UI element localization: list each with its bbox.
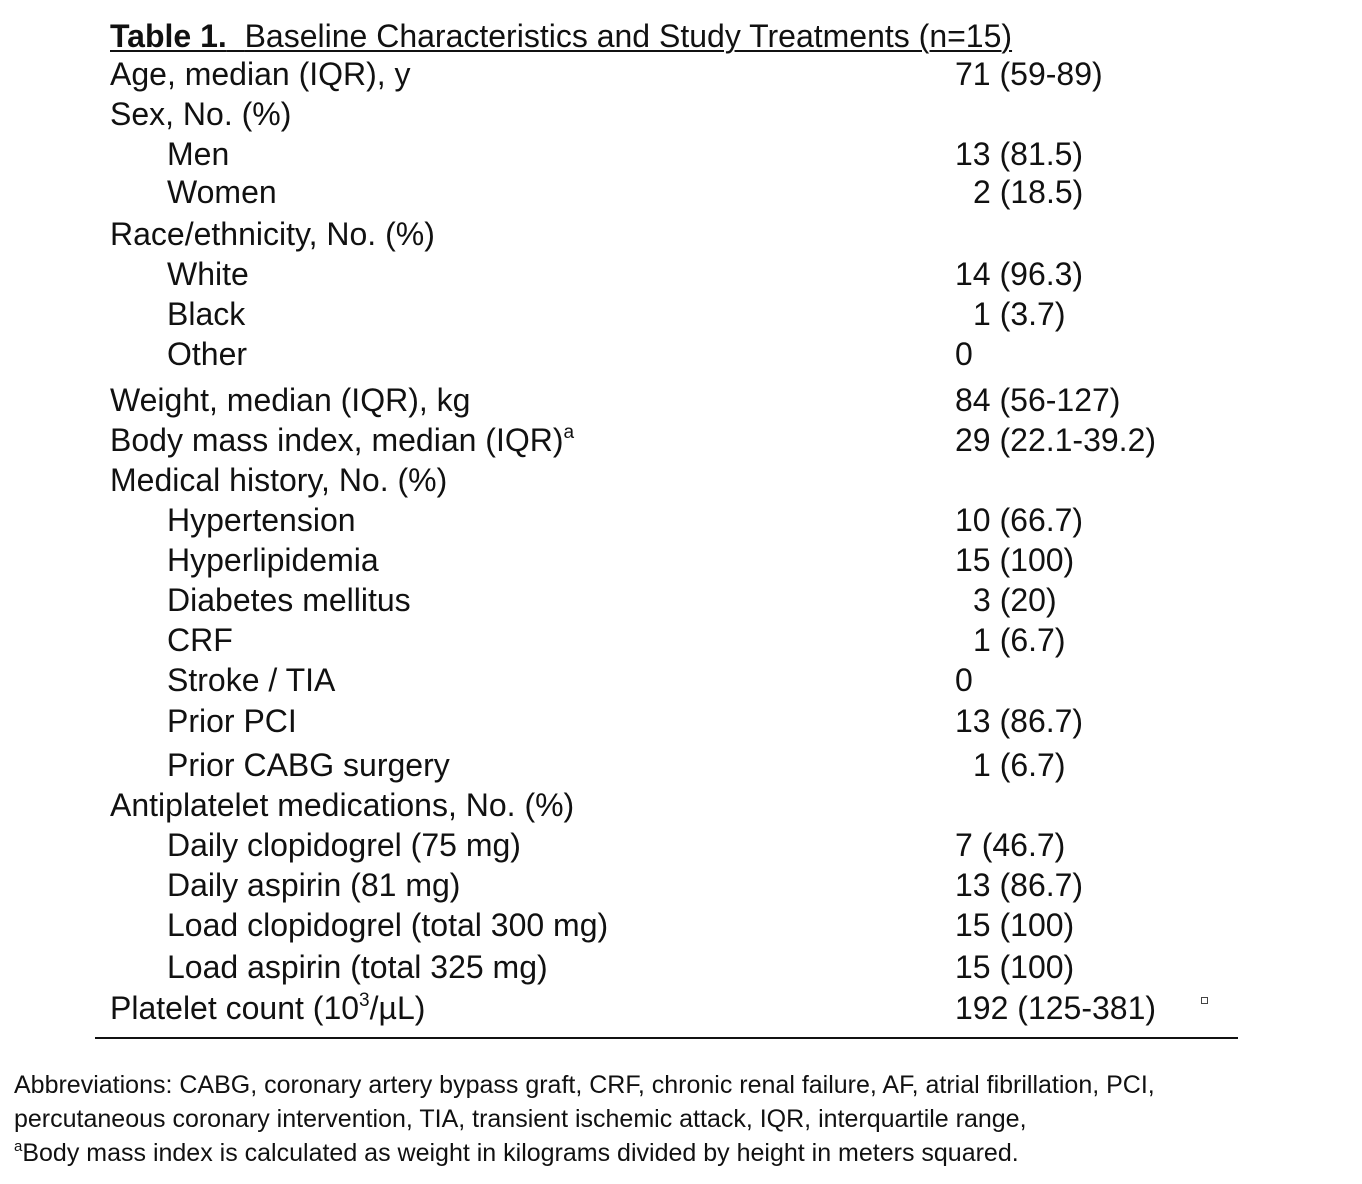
table-row-stroke (110, 662, 1238, 703)
table-row-men (110, 136, 1238, 174)
row-label (110, 990, 425, 1027)
row-value: 14 (96.3) (955, 256, 1084, 292)
baseline-table (110, 16, 1238, 1030)
table-number: Table 1. (110, 18, 227, 54)
table-row-women (110, 174, 1238, 216)
row-label: Sex, No. (%) (110, 96, 292, 132)
table-row-age (110, 56, 1238, 96)
table-footnotes (14, 1068, 1155, 1170)
table-bottom-rule (95, 1037, 1238, 1039)
row-value: 1 (6.7) (973, 622, 1066, 658)
table-row-hyperlipidemia (110, 542, 1238, 582)
table-row-platelet (110, 990, 1238, 1030)
row-value: 29 (22.1-39.2) (955, 422, 1157, 458)
row-label: Antiplatelet medications, No. (%) (110, 787, 575, 823)
row-value: 10 (66.7) (955, 502, 1084, 538)
row-label: Prior CABG surgery (167, 747, 450, 783)
table-row-other (110, 336, 1238, 382)
row-value: 0 (955, 336, 973, 372)
table-row-sex-header (110, 96, 1238, 136)
row-label: Stroke / TIA (167, 662, 336, 698)
table-row-prior-cabg (110, 747, 1238, 787)
superscript-exponent: 3 (359, 990, 370, 1011)
small-square-marker (1201, 997, 1208, 1004)
row-value: 192 (125-381) (955, 990, 1157, 1026)
footnote-bmi (14, 1136, 1155, 1170)
row-value: 13 (86.7) (955, 867, 1084, 903)
row-value: 15 (100) (955, 907, 1075, 943)
row-value: 15 (100) (955, 949, 1075, 985)
row-label: Age, median (IQR), y (110, 56, 411, 92)
row-label: Hypertension (167, 502, 356, 538)
table-row-load-clopidogrel (110, 907, 1238, 949)
table-row-daily-clopidogrel (110, 827, 1238, 867)
footnote-bmi-text: Body mass index is calculated as weight in kilograms divided by height in meters squared. (22, 1139, 1019, 1167)
table-title-text: Baseline Characteristics and Study Treatments (n=15) (244, 18, 1013, 54)
row-value: 84 (56-127) (955, 382, 1121, 418)
footnote-abbreviations-line-2: percutaneous coronary intervention, TIA, transient ischemic attack, IQR, interquartile range, (14, 1105, 1027, 1133)
table-row-prior-pci (110, 703, 1238, 747)
row-value: 1 (3.7) (973, 296, 1066, 332)
table-row-weight (110, 382, 1238, 422)
bmi-label-text: Body mass index, median (IQR) (110, 422, 564, 458)
footnote-marker: a (563, 422, 575, 443)
table-row-antiplatelet-header (110, 787, 1238, 827)
table-row-load-aspirin (110, 949, 1238, 990)
table-row-white (110, 256, 1238, 296)
table-row-hypertension (110, 502, 1238, 542)
platelet-label-unit: /µL) (369, 990, 426, 1026)
row-label: Other (167, 336, 248, 372)
footnote-abbreviations-line-1: Abbreviations: CABG, coronary artery bypass graft, CRF, chronic renal failure, AF, atrial fibrillation, PCI, (14, 1071, 1155, 1099)
table-row-daily-aspirin (110, 867, 1238, 907)
footnote-marker: a (14, 1138, 23, 1155)
row-value: 0 (955, 662, 973, 698)
row-label: Daily clopidogrel (75 mg) (167, 827, 521, 863)
row-label: Race/ethnicity, No. (%) (110, 216, 435, 252)
row-label: White (167, 256, 249, 292)
row-value: 7 (46.7) (955, 827, 1066, 863)
row-value: 13 (86.7) (955, 703, 1084, 739)
row-value: 1 (6.7) (973, 747, 1066, 783)
row-value: 3 (20) (973, 582, 1057, 618)
row-label: Diabetes mellitus (167, 582, 411, 618)
table-row-bmi (110, 422, 1238, 462)
row-label: Black (167, 296, 246, 332)
table-row-crf (110, 622, 1238, 662)
row-value: 71 (59-89) (955, 56, 1103, 92)
row-label: Daily aspirin (81 mg) (167, 867, 461, 903)
row-label: Women (167, 174, 277, 210)
table-title (110, 16, 1238, 56)
table-row-diabetes (110, 582, 1238, 622)
row-label: Load aspirin (total 325 mg) (167, 949, 548, 985)
row-label (110, 422, 574, 459)
row-label: Weight, median (IQR), kg (110, 382, 471, 418)
row-label: Prior PCI (167, 703, 297, 739)
row-value: 15 (100) (955, 542, 1075, 578)
table-row-black (110, 296, 1238, 336)
row-value: 13 (81.5) (955, 136, 1084, 172)
row-label: Hyperlipidemia (167, 542, 379, 578)
row-label: Load clopidogrel (total 300 mg) (167, 907, 609, 943)
platelet-label-text: Platelet count (10 (110, 990, 360, 1026)
table-row-race-header (110, 216, 1238, 256)
row-label: Men (167, 136, 230, 172)
row-label: Medical history, No. (%) (110, 462, 448, 498)
table-row-medical-header (110, 462, 1238, 502)
row-label: CRF (167, 622, 233, 658)
row-value: 2 (18.5) (973, 174, 1084, 210)
